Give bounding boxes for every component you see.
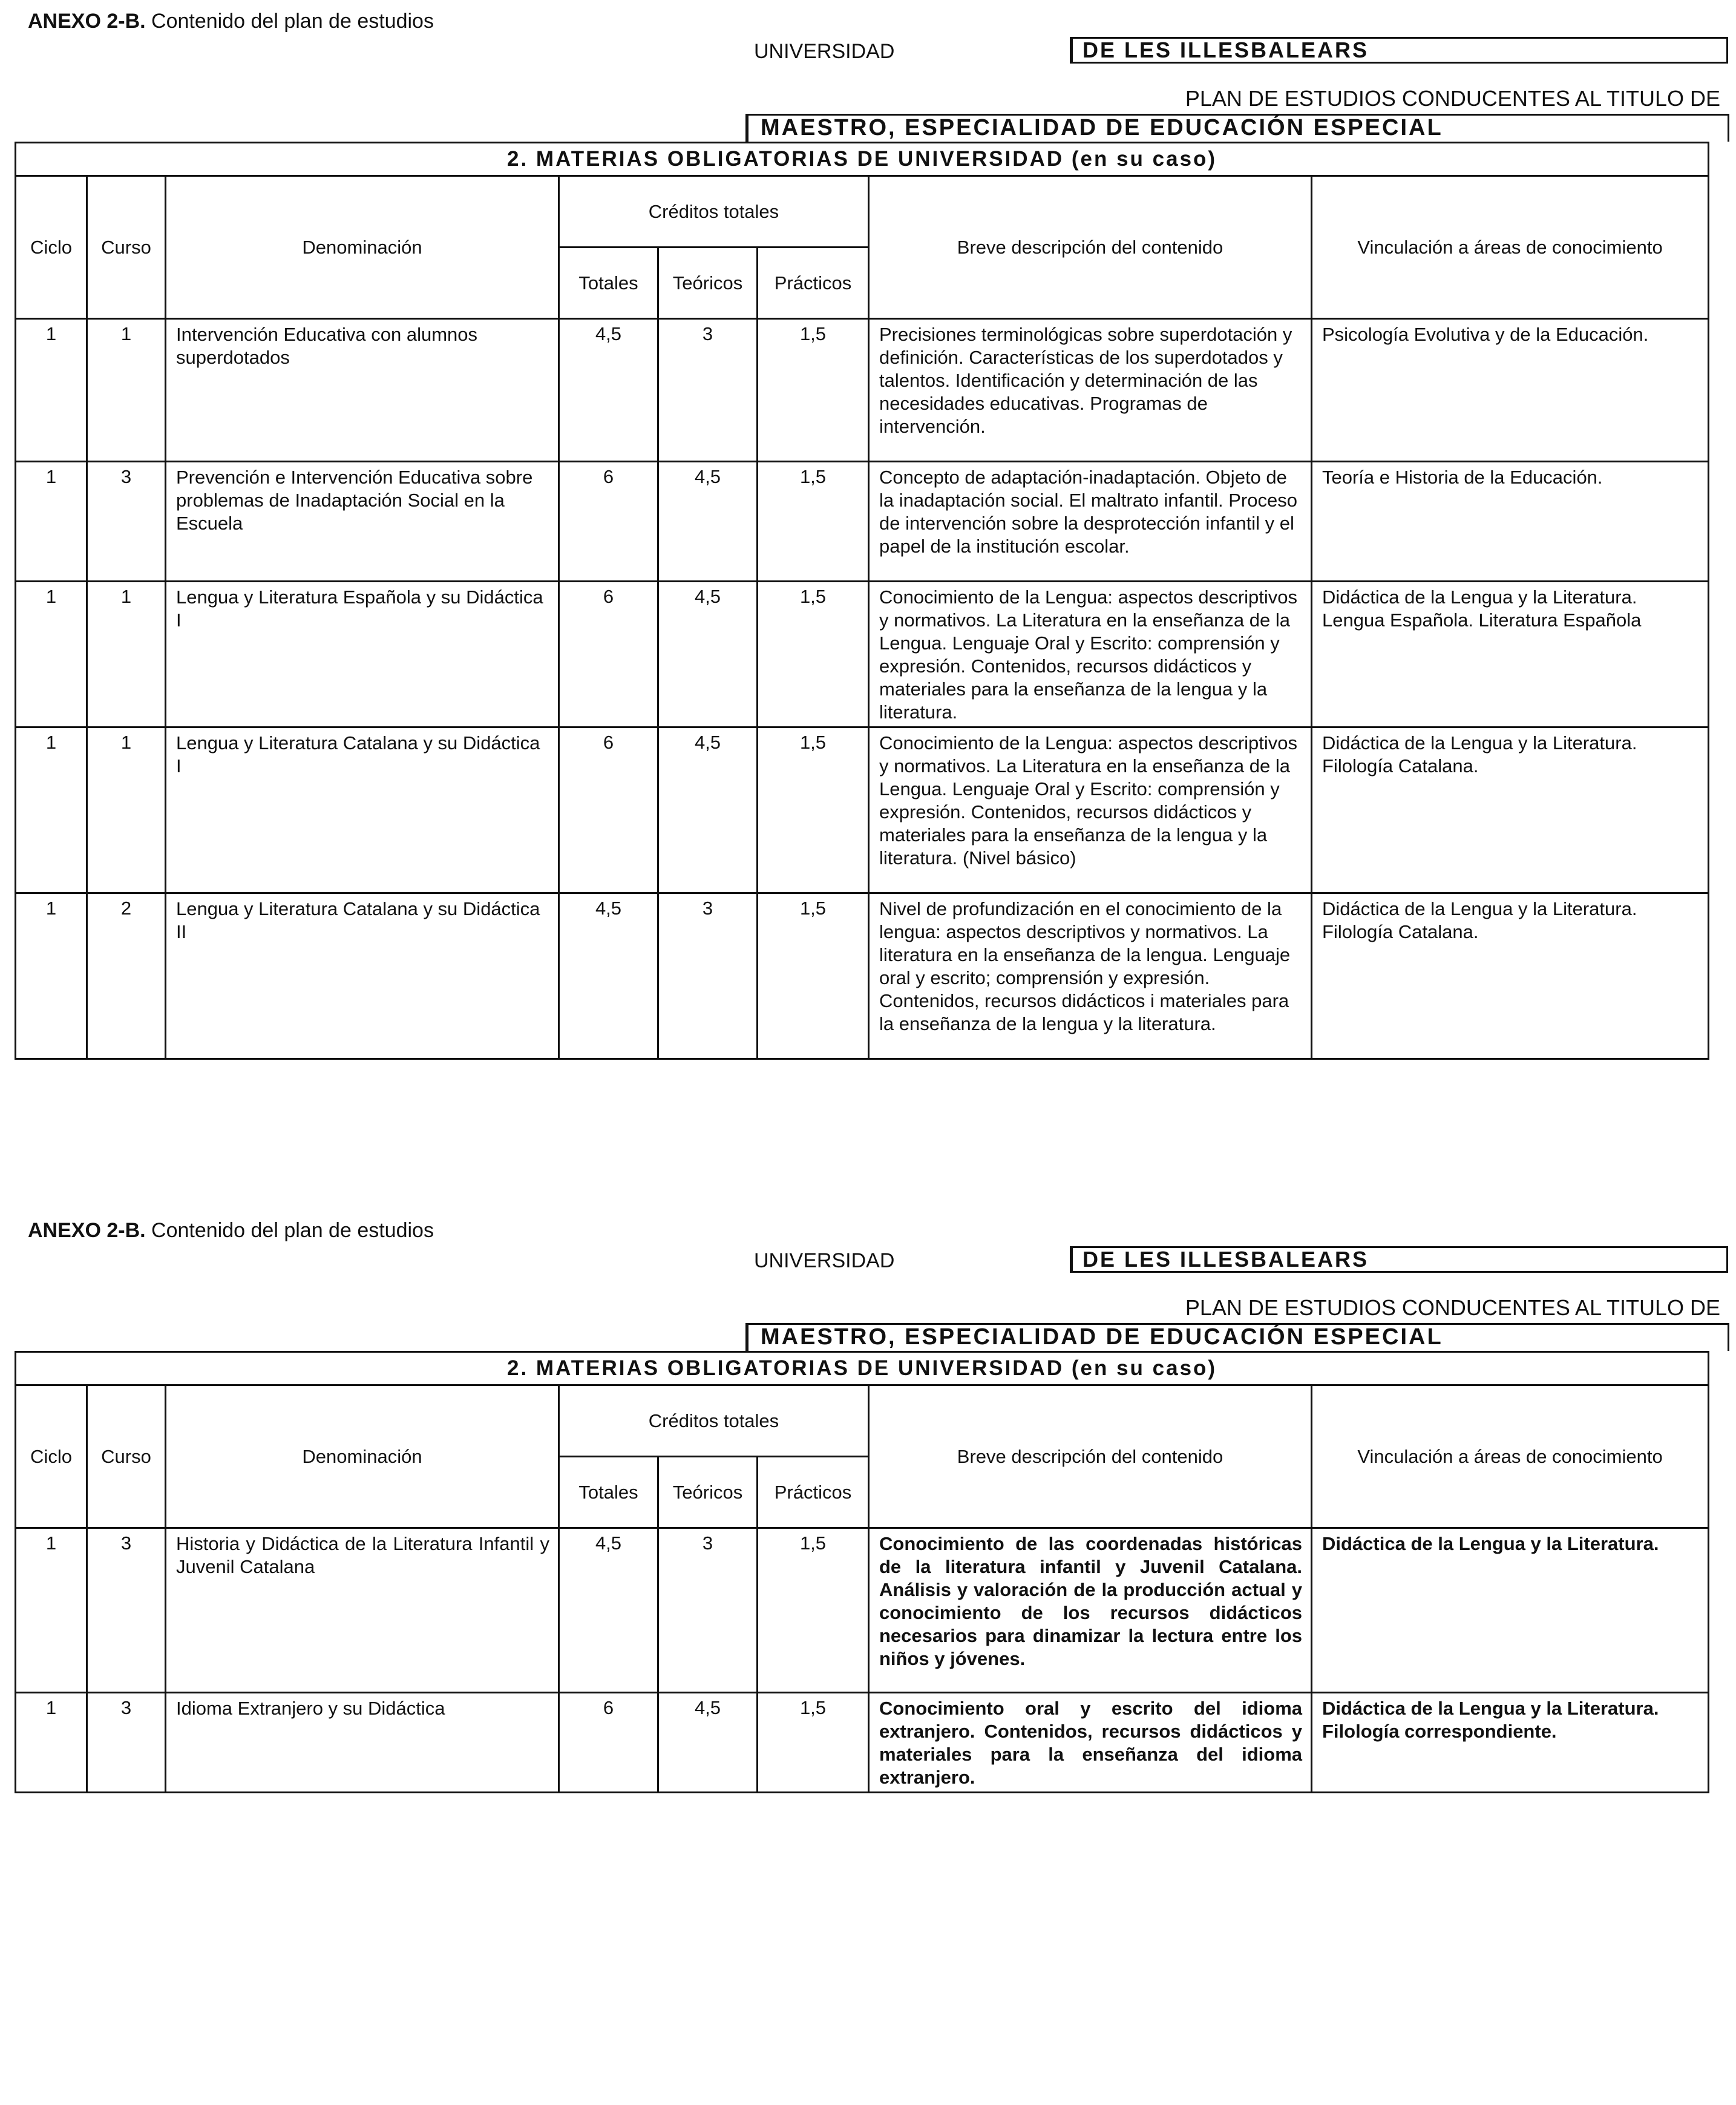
cell-curso: 1: [87, 727, 166, 893]
header-teoricos: Teóricos: [658, 248, 758, 319]
header-descripcion: Breve descripción del contenido: [869, 176, 1312, 319]
table-row: [16, 893, 1709, 1059]
annex-label: ANEXO 2-B.: [28, 1219, 146, 1242]
document-page-top: [0, 0, 1736, 1034]
cell-vinculacion: Didáctica de la Lengua y la Literatura. Lengua Española. Literatura Española: [1312, 582, 1709, 727]
cell-curso: 1: [87, 319, 166, 462]
table-row: [16, 727, 1709, 893]
header-ciclo: Ciclo: [16, 176, 87, 319]
cell-vinculacion: Didáctica de la Lengua y la Literatura. Filología correspondiente.: [1312, 1693, 1709, 1793]
header-vinculacion: Vinculación a áreas de conocimiento: [1312, 1385, 1709, 1528]
cell-totales: 4,5: [559, 893, 658, 1059]
cell-totales: 4,5: [559, 319, 658, 462]
degree-title: MAESTRO, ESPECIALIDAD DE EDUCACIÓN ESPECIAL: [745, 114, 1729, 142]
cell-totales: 4,5: [559, 1528, 658, 1693]
cell-teoricos: 3: [658, 319, 758, 462]
plan-label: PLAN DE ESTUDIOS CONDUCENTES AL TITULO DE: [1185, 86, 1720, 111]
cell-ciclo: 1: [16, 319, 87, 462]
cell-vinculacion: Didáctica de la Lengua y la Literatura.: [1312, 1528, 1709, 1693]
university-label: UNIVERSIDAD: [754, 40, 895, 63]
table-row: [16, 462, 1709, 582]
cell-descripcion: Conocimiento de la Lengua: aspectos descriptivos y normativos. La Literatura en la enseñanza de la Lengua. Lenguaje Oral y Escrito: comprensión y expresión. Contenidos, recursos didácticos y materiales para la enseñanza de la lengua y la literatura. (Nivel básico): [869, 727, 1312, 893]
cell-curso: 3: [87, 462, 166, 582]
cell-practicos: 1,5: [758, 582, 869, 727]
header-descripcion: Breve descripción del contenido: [869, 1385, 1312, 1528]
cell-denominacion: Prevención e Intervención Educativa sobre problemas de Inadaptación Social en la Escuela: [166, 462, 559, 582]
annex-title: Contenido del plan de estudios: [151, 10, 434, 33]
cell-denominacion: Lengua y Literatura Catalana y su Didáctica I: [166, 727, 559, 893]
cell-teoricos: 4,5: [658, 582, 758, 727]
cell-ciclo: 1: [16, 582, 87, 727]
plan-label: PLAN DE ESTUDIOS CONDUCENTES AL TITULO DE: [1185, 1295, 1720, 1320]
cell-practicos: 1,5: [758, 727, 869, 893]
table-row: [16, 582, 1709, 727]
header-ciclo: Ciclo: [16, 1385, 87, 1528]
cell-teoricos: 4,5: [658, 727, 758, 893]
document-page-bottom: [0, 1209, 1736, 2105]
cell-ciclo: 1: [16, 1693, 87, 1793]
cell-denominacion: Lengua y Literatura Española y su Didáctica I: [166, 582, 559, 727]
annex-title: Contenido del plan de estudios: [151, 1219, 434, 1242]
cell-descripcion: Conocimiento de la Lengua: aspectos descriptivos y normativos. La Literatura en la enseñanza de la Lengua. Lenguaje Oral y Escrito: comprensión y expresión. Contenidos, recursos didácticos y materiales para la enseñanza de la lengua y la literatura.: [869, 582, 1312, 727]
cell-vinculacion: Didáctica de la Lengua y la Literatura. Filología Catalana.: [1312, 727, 1709, 893]
header-curso: Curso: [87, 1385, 166, 1528]
annex-label: ANEXO 2-B.: [28, 10, 146, 33]
table-row: [16, 1693, 1709, 1793]
cell-teoricos: 3: [658, 1528, 758, 1693]
header-teoricos: Teóricos: [658, 1457, 758, 1528]
cell-practicos: 1,5: [758, 462, 869, 582]
cell-descripcion: Conocimiento de las coordenadas históricas de la literatura infantil y Juvenil Catalana. Análisis y valoración de la producción actual y conocimiento de los recursos didácticos necesarios para dinamizar la lectura entre los niños y jóvenes.: [869, 1528, 1312, 1693]
section-title: 2. MATERIAS OBLIGATORIAS DE UNIVERSIDAD (en su caso): [16, 143, 1709, 176]
table-row: [16, 319, 1709, 462]
cell-ciclo: 1: [16, 893, 87, 1059]
cell-descripcion: Nivel de profundización en el conocimiento de la lengua: aspectos descriptivos y normativos. La literatura en la enseñanza de la lengua. Lenguaje oral y escrito; comprensión y expresión. Contenidos, recursos didácticos i materiales para la enseñanza de la lengua y la literatura.: [869, 893, 1312, 1059]
university-name: DE LES ILLESBALEARS: [1070, 1246, 1728, 1273]
cell-curso: 1: [87, 582, 166, 727]
cell-curso: 3: [87, 1693, 166, 1793]
header-vinculacion: Vinculación a áreas de conocimiento: [1312, 176, 1709, 319]
cell-practicos: 1,5: [758, 319, 869, 462]
cell-descripcion: Concepto de adaptación-inadaptación. Objeto de la inadaptación social. El maltrato infantil. Proceso de intervención sobre la desprotección infantil y el papel de la institución escolar.: [869, 462, 1312, 582]
subjects-table: [15, 1351, 1709, 1793]
section-title: 2. MATERIAS OBLIGATORIAS DE UNIVERSIDAD (en su caso): [16, 1352, 1709, 1385]
cell-practicos: 1,5: [758, 893, 869, 1059]
cell-teoricos: 3: [658, 893, 758, 1059]
cell-teoricos: 4,5: [658, 1693, 758, 1793]
header-practicos: Prácticos: [758, 248, 869, 319]
annex-heading: [28, 10, 434, 33]
cell-ciclo: 1: [16, 727, 87, 893]
university-name: DE LES ILLESBALEARS: [1070, 37, 1728, 64]
header-totales: Totales: [559, 248, 658, 319]
header-curso: Curso: [87, 176, 166, 319]
cell-totales: 6: [559, 1693, 658, 1793]
table-row: [16, 1528, 1709, 1693]
university-label: UNIVERSIDAD: [754, 1249, 895, 1272]
cell-vinculacion: Didáctica de la Lengua y la Literatura. Filología Catalana.: [1312, 893, 1709, 1059]
cell-totales: 6: [559, 582, 658, 727]
cell-totales: 6: [559, 727, 658, 893]
degree-title: MAESTRO, ESPECIALIDAD DE EDUCACIÓN ESPECIAL: [745, 1323, 1729, 1351]
cell-ciclo: 1: [16, 1528, 87, 1693]
header-practicos: Prácticos: [758, 1457, 869, 1528]
cell-totales: 6: [559, 462, 658, 582]
cell-curso: 2: [87, 893, 166, 1059]
cell-denominacion: Lengua y Literatura Catalana y su Didáctica II: [166, 893, 559, 1059]
cell-teoricos: 4,5: [658, 462, 758, 582]
cell-ciclo: 1: [16, 462, 87, 582]
cell-descripcion: Conocimiento oral y escrito del idioma extranjero. Contenidos, recursos didácticos y materiales para la enseñanza del idioma extranjero.: [869, 1693, 1312, 1793]
header-denominacion: Denominación: [166, 1385, 559, 1528]
annex-heading: [28, 1219, 434, 1243]
cell-practicos: 1,5: [758, 1528, 869, 1693]
header-denominacion: Denominación: [166, 176, 559, 319]
cell-denominacion: Historia y Didáctica de la Literatura Infantil y Juvenil Catalana: [166, 1528, 559, 1693]
cell-denominacion: Intervención Educativa con alumnos superdotados: [166, 319, 559, 462]
subjects-table: [15, 142, 1709, 1060]
header-totales: Totales: [559, 1457, 658, 1528]
cell-descripcion: Precisiones terminológicas sobre superdotación y definición. Características de los superdotados y talentos. Identificación y determinación de las necesidades educativas. Programas de intervención.: [869, 319, 1312, 462]
cell-practicos: 1,5: [758, 1693, 869, 1793]
cell-denominacion: Idioma Extranjero y su Didáctica: [166, 1693, 559, 1793]
cell-vinculacion: Teoría e Historia de la Educación.: [1312, 462, 1709, 582]
header-creditos-totales: Créditos totales: [559, 1385, 869, 1457]
cell-vinculacion: Psicología Evolutiva y de la Educación.: [1312, 319, 1709, 462]
header-creditos-totales: Créditos totales: [559, 176, 869, 248]
cell-curso: 3: [87, 1528, 166, 1693]
